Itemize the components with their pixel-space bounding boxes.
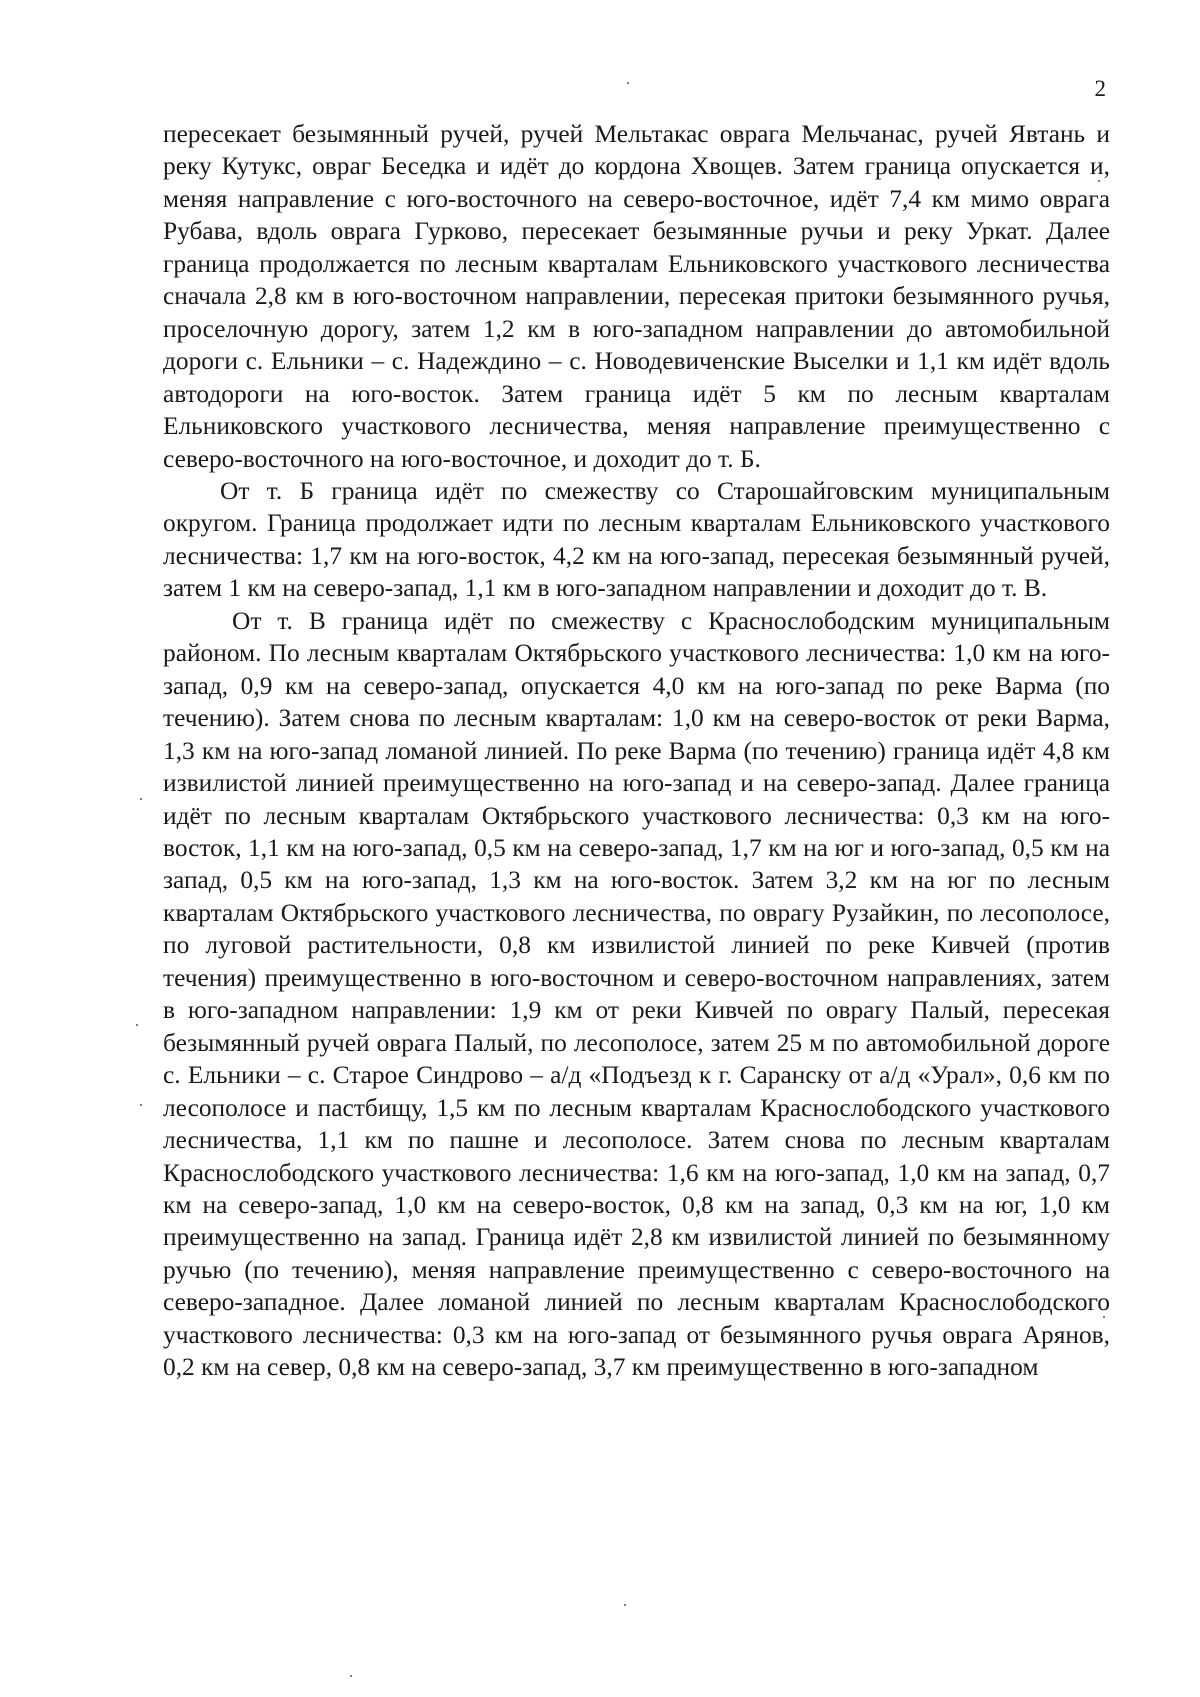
scan-speck xyxy=(1103,1316,1105,1318)
page-number: 2 xyxy=(1094,76,1106,101)
scan-speck xyxy=(624,1604,626,1606)
scan-speck xyxy=(1098,180,1100,182)
scan-speck xyxy=(136,1024,138,1026)
paragraph: пересекает безымянный ручей, ручей Мельтакас оврага Мельчанас, ручей Явтань и реку Кутукс, овраг Беседка и идёт до кордона Хвощев. Затем граница опускается и, меняя направление с юго-восточного на северо-восточное, идёт 7,4 км мимо оврага Рубава, вдоль оврага Гурково, пересекает безымянные ручьи и реку Уркат. Далее граница продолжается по лесным кварталам Ельниковского участкового лесничества сначала 2,8 км в юго-восточном направлении, пересекая притоки безымянного ручья, проселочную дорогу, затем 1,2 км в юго-западном направлении до автомобильной дороги с. Ельники – с. Надеждино – с. Новодевиченские Выселки и 1,1 км идёт вдоль автодороги на юго-восток. Затем граница идёт 5 км по лесным кварталам Ельниковского участкового лесничества, меняя направление преимущественно с северо-восточного на юго-восточное, и доходит до т. Б. xyxy=(163,120,1110,473)
scan-speck xyxy=(140,798,142,800)
paragraph: От т. В граница идёт по смежеству с Краснослободским муниципальным районом. По лесным кварталам Октябрьского участкового лесничества: 1,0 км на юго-запад, 0,9 км на северо-запад, опускается 4,0 км на юго-запад по реке Варма (по течению). Затем снова по лесным кварталам: 1,0 км на северо-восток от реки Варма, 1,3 км на юго-запад ломаной линией. По реке Варма (по течению) граница идёт 4,8 км извилистой линией преимущественно на юго-запад и на северо-запад. Далее граница идёт по лесным кварталам Октябрьского участкового лесничества: 0,3 км на юго-восток, 1,1 км на юго-запад, 0,5 км на северо-запад, 1,7 км на юг и юго-запад, 0,5 км на запад, 0,5 км на юго-запад, 1,3 км на юго-восток. Затем 3,2 км на юг по лесным кварталам Октябрьского участкового лесничества, по оврагу Рузайкин, по лесополосе, по луговой растительности, 0,8 км извилистой линией по реке Кивчей (против течения) преимущественно в юго-восточном и северо-восточном направлениях, затем в юго-западном направлении: 1,9 км от реки Кивчей по оврагу Палый, пересекая безымянный ручей оврага Палый, по лесополосе, затем 25 м по автомобильной дороге с. Ельники – с. Старое Синдрово – а/д «Подъезд к г. Саранску от а/д «Урал», 0,6 км по лесополосе и пастбищу, 1,5 км по лесным кварталам Краснослободского участкового лесничества, 1,1 км по пашне и лесополосе. Затем снова по лесным кварталам Краснослободского участкового лесничества: 1,6 км на юго-запад, 1,0 км на запад, 0,7 км на северо-запад, 1,0 км на северо-восток, 0,8 км на запад, 0,3 км на юг, 1,0 км преимущественно на запад. Граница идёт 2,8 км извилистой линией по безымянному ручью (по течению), меняя направление преимущественно с северо-восточного на северо-западное. Далее ломаной линией по лесным кварталам Краснослободского участкового лесничества: 0,3 км на юго-запад от безымянного ручья оврага Арянов, 0,2 км на север, 0,8 км на северо-запад, 3,7 км преимущественно в юго-западном xyxy=(163,606,1110,1382)
paragraph: От т. Б граница идёт по смежеству со Старошайговским муниципальным округом. Граница продолжает идти по лесным кварталам Ельниковского участкового лесничества: 1,7 км на юго-восток, 4,2 км на юго-запад, пересекая безымянный ручей, затем 1 км на северо-запад, 1,1 км в юго-западном направлении и доходит до т. В. xyxy=(163,476,1110,603)
scan-speck xyxy=(350,1675,352,1677)
scan-speck xyxy=(627,82,629,84)
document-body xyxy=(163,118,1110,1384)
scan-speck xyxy=(140,1104,142,1106)
